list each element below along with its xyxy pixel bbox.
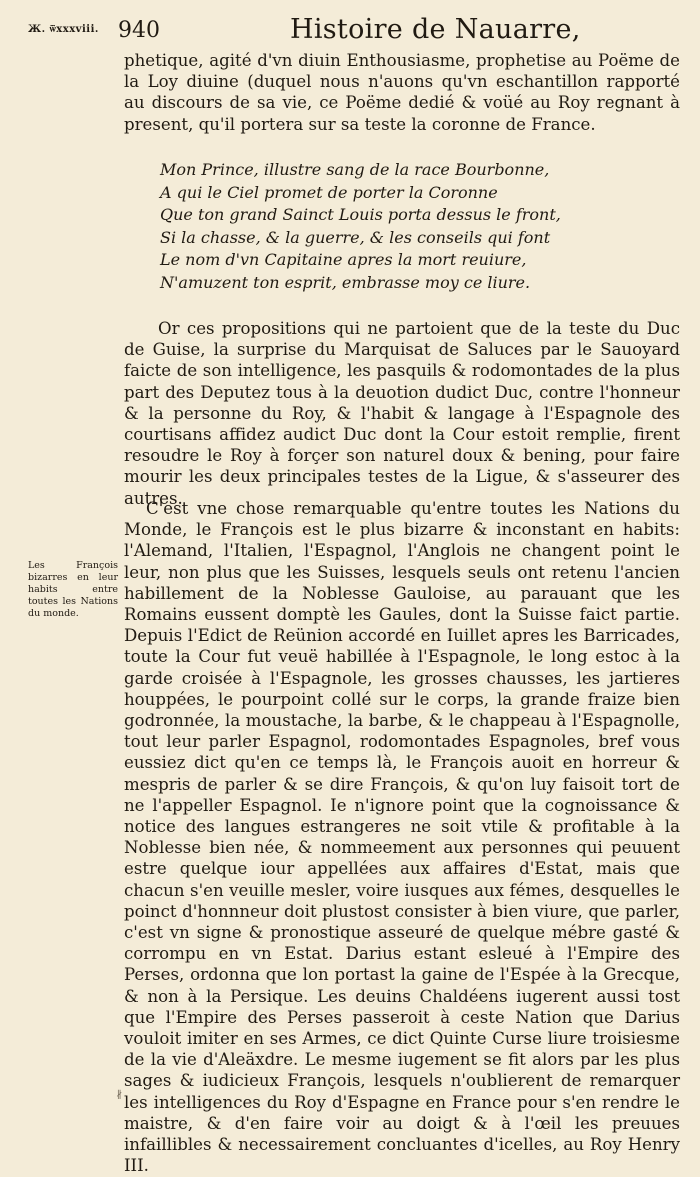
margin-note: Les François bizarres en leur habits entre toutes les Nations du monde. (28, 560, 118, 619)
paragraph-2: Or ces propositions qui ne partoient que de la teste du Duc de Guise, la surprise du Marquisat de Saluces par le Sauoyard faicte de son intelligence, les pasquils & rodomontades de la plus part des Deputez tous à la deuotion dudict Duc, contre l'honneur & la personne du Roy, & l'habit & langage à l'Espagnole des courtisans affidez audict Duc dont la Cour estoit remplie, firent resoudre le Roy à forçer son naturel doux & bening, pour faire mourir les deux principales testes de la Ligue, & s'asseurer des autres. (124, 319, 680, 508)
verse-block (160, 159, 600, 294)
page-number: 940 (118, 18, 160, 43)
verse-line: A qui le Ciel promet de porter la Coronne (160, 182, 498, 202)
paragraph-3: C'est vne chose remarquable qu'entre toutes les Nations du Monde, le François est le plus bizarre & inconstant en habits: l'Alemand, l'Italien, l'Espagnol, l'Anglois ne changent point le leur, non plus que les Suisses, lesquels seuls ont retenu l'ancien habillement de la Noblesse Gauloise, au parauant que les Romains eussent domptè les Gaules, dont la Suisse faict partie. Depuis l'Edict de Reünion accordé en Iuillet apres les Barricades, toute la Cour fut veuë habillée à l'Espagnole, le long estoc à la garde croisée à l'Espagnole, les grosses chausses, les jartieres houppées, le pourpoint collé sur le corps, la grande fraize bien godronnée, la moustache, la barbe, & le chappeau à l'Espagnolle, tout leur parler Espagnol, rodomontades Espagnoles, bref vous eussiez dict qu'en ce temps là, le François auoit en horreur & mespris de parler & se dire François, & qu'on luy faisoit tort de ne l'appeller Espagnol. Ie n'ignore point que la cognoissance & notice des langues estrangeres ne soit vtile & profitable à la Noblesse bien née, & nommeement aux personnes qui peuuent estre quelque iour appellées aux affaires d'Estat, mais que chacun s'en veuille mesler, voire iusques aux fémes, desquelles le poinct d'honnneur doit plustost consister à bien viure, que parler, c'est vn signe & pronostique asseuré de quelque mébre gasté & corrompu en vn Estat. Darius estant esleué à l'Empire des Perses, ordonna que lon portast la gaine de l'Espée à la Grecque, & non à la Persique. Les deuins Chaldéens iugerent aussi tost que l'Empire des Perses passeroit à ceste Nation que Darius vouloit imiter en ses Armes, ce dict Quinte Curse liure troisiesme de la vie d'Aleäxdre. Le mesme iugement se fit alors par les plus sages & iudicieux François, lesquels n'oublierent de remarquer les intelligences du Roy d'Espagne en France pour s'en rendre le maistre, & d'en faire voir au doigt & à l'œil les preuues infaillibles & necessairement concluantes d'icelles, au Roy Henry III. (124, 499, 680, 1176)
verse-line: Le nom d'vn Capitaine apres la mort reuiure, (160, 250, 527, 269)
verse-line: N'amuzent ton esprit, embrasse moy ce liure. (160, 272, 531, 292)
paragraph-1: phetique, agité d'vn diuin Enthousiasme, prophetise au Poëme de la Loy diuine (duquel nous n'auons qu'vn eschantillon rapporté au discours de sa vie, ce Poëme dedié & voüé au Roy regnant à present, qu'il portera sur sa teste la coronne de France. (124, 51, 680, 134)
folio-marker: Ж. ѿхxxviii. (28, 24, 99, 35)
verse-line: Mon Prince, illustre sang de la race Bourbonne, (160, 160, 550, 179)
running-title: Histoire de Nauarre, (290, 14, 581, 45)
verse-line: Que ton grand Sainct Louis porta dessus le front, (160, 205, 561, 224)
signature-mark: ∦ (116, 1090, 123, 1101)
verse-line: Si la chasse, & la guerre, & les conseils qui font (160, 227, 551, 247)
